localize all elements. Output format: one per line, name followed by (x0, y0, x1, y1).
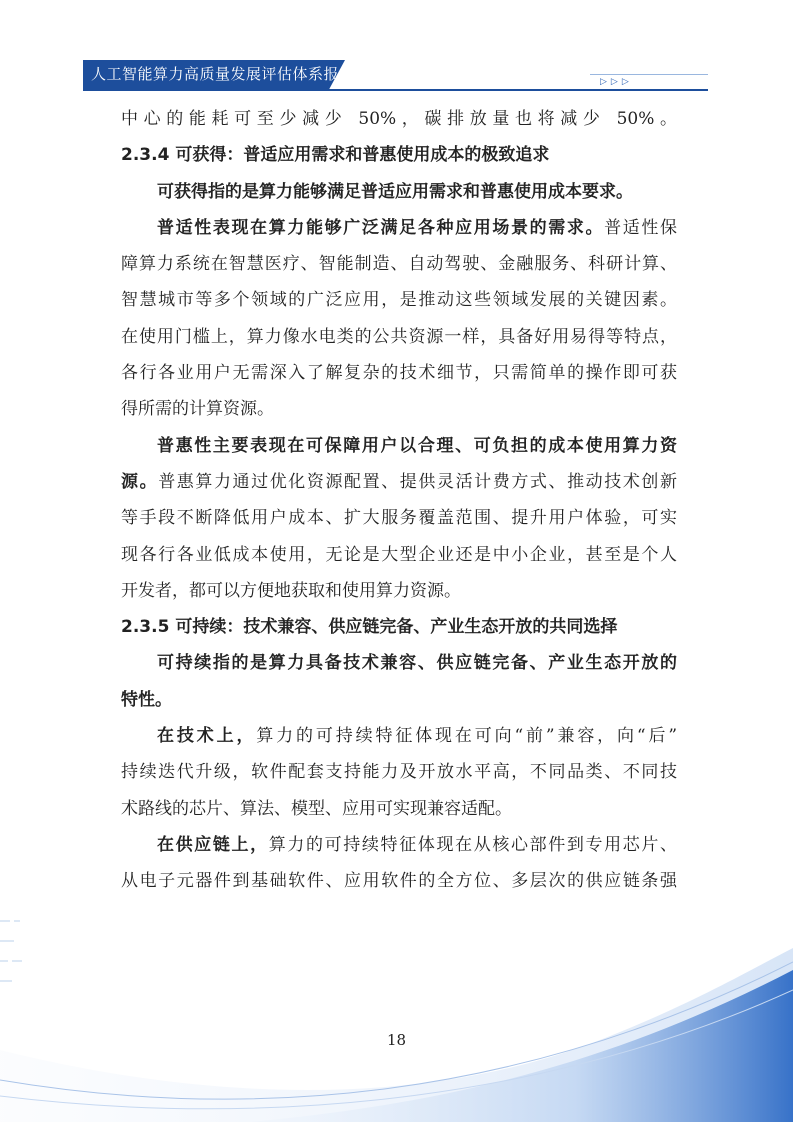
page-number: 18 (386, 1031, 407, 1049)
body-text: 算力的可持续特征体现在可向“前”兼容，向“后” (256, 726, 678, 747)
section-heading-2-3-5: 2.3.5 可持续：技术兼容、供应链完备、产业生态开放的共同选择 (121, 617, 618, 638)
body-line: 术路线的芯片、算法、模型、应用可实现兼容适配。 (121, 798, 512, 819)
body-line: 普惠性主要表现在可保障用户以合理、可负担的成本使用算力资 (157, 435, 677, 456)
body-line: 开发者，都可以方便地获取和使用算力资源。 (121, 580, 461, 601)
body-line (121, 210, 677, 246)
emphasis-text: 普适性表现在算力能够广泛满足各种应用场景的需求。 (157, 217, 605, 238)
body-line: 智慧城市等多个领域的广泛应用，是推动这些领域发展的关键因素。 (121, 290, 677, 311)
wave-decoration (0, 900, 793, 1122)
header-divider (83, 89, 708, 91)
body-line: 可持续指的是算力具备技术兼容、供应链完备、产业生态开放的 (157, 653, 677, 674)
section-heading-2-3-4: 2.3.4 可获得：普适应用需求和普惠使用成本的极致追求 (121, 145, 550, 166)
body-line: 中心的能耗可至少减少 50%，碳排放量也将减少 50%。 (121, 109, 677, 129)
body-line (121, 464, 677, 500)
arrow-right-icon: ▷▷▷ (600, 77, 633, 87)
emphasis-text: 在技术上， (157, 726, 257, 747)
body-line (121, 718, 677, 754)
body-text: 普惠算力通过优化资源配置、提供灵活计费方式、推动技术创新 (158, 471, 678, 492)
body-line: 可获得指的是算力能够满足普适应用需求和普惠使用成本要求。 (157, 181, 633, 202)
body-text: 算力的可持续特征体现在从核心部件到专用芯片、 (268, 834, 678, 855)
body-line: 各行各业用户无需深入了解复杂的技术细节，只需简单的操作即可获 (121, 363, 677, 384)
report-title: 人工智能算力高质量发展评估体系报告 (91, 65, 355, 83)
page-body (121, 101, 677, 900)
body-line: 得所需的计算资源。 (121, 399, 274, 420)
body-line (121, 827, 677, 863)
header-accent-line (590, 74, 708, 75)
body-text: 普适性保 (604, 217, 678, 238)
body-line: 从电子元器件到基础软件、应用软件的全方位、多层次的供应链条强 (121, 871, 677, 892)
emphasis-text: 源。 (121, 471, 159, 492)
body-line: 障算力系统在智慧医疗、智能制造、自动驾驶、金融服务、科研计算、 (121, 254, 677, 275)
body-line: 持续迭代升级，软件配套支持能力及开放水平高，不同品类、不同技 (121, 762, 677, 783)
body-line: 现各行各业低成本使用，无论是大型企业还是中小企业，甚至是个人 (121, 544, 677, 565)
emphasis-text: 在供应链上， (157, 834, 269, 855)
body-line: 特性。 (121, 689, 172, 710)
body-line: 等手段不断降低用户成本、扩大服务覆盖范围、提升用户体验，可实 (121, 508, 677, 529)
body-line: 在使用门槛上，算力像水电类的公共资源一样，具备好用易得等特点， (121, 326, 677, 347)
